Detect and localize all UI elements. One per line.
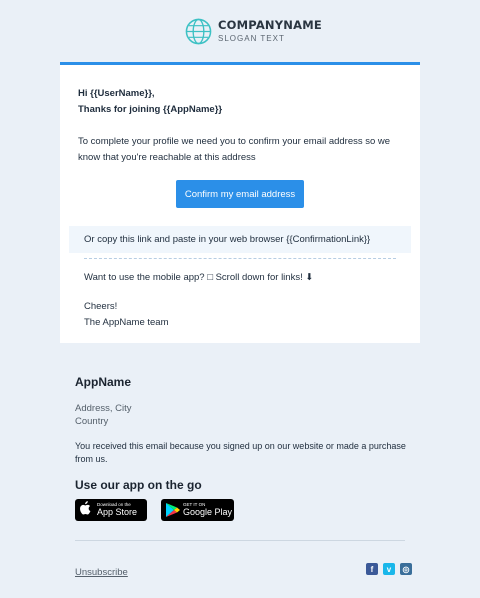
app-heading: Use our app on the go: [75, 478, 202, 492]
cheers-text: Cheers!: [84, 301, 118, 312]
globe-icon: [185, 18, 212, 45]
google-play-small-text: GET IT ON: [183, 502, 206, 508]
instagram-icon[interactable]: ◎: [400, 563, 412, 575]
unsubscribe-link[interactable]: Unsubscribe: [75, 567, 128, 578]
email-card: [60, 62, 420, 343]
greeting-line2: Thanks for joining {{AppName}}: [78, 104, 223, 115]
company-logo[interactable]: [185, 18, 322, 45]
greeting-line1: Hi {{UserName}},: [78, 88, 155, 99]
copy-link-box: [69, 226, 411, 253]
footer-app-name: AppName: [75, 375, 132, 389]
app-store-badge[interactable]: [75, 499, 147, 521]
mobile-app-text: Want to use the mobile app? □ Scroll down for links! ⬇: [84, 272, 314, 283]
sign-off: [84, 299, 169, 331]
google-play-badge[interactable]: [161, 499, 234, 521]
received-notice: You received this email because you signed up on our website or made a purchase from us.: [75, 441, 406, 464]
footer-address: [75, 402, 132, 428]
facebook-icon[interactable]: f: [366, 563, 378, 575]
copy-link-text: Or copy this link and paste in your web browser {{ConfirmationLink}}: [84, 234, 371, 245]
signature-text: The AppName team: [84, 317, 169, 328]
address-line2: Country: [75, 416, 109, 427]
apple-icon: [75, 499, 97, 521]
address-line1: Address, City: [75, 403, 132, 414]
app-store-label: App Store: [97, 506, 138, 517]
greeting: [78, 86, 222, 118]
vimeo-icon[interactable]: v: [383, 563, 395, 575]
google-play-icon: [161, 499, 183, 521]
email-header: [0, 0, 480, 62]
confirm-email-button[interactable]: Confirm my email address: [176, 180, 304, 208]
google-play-label: Google Play: [183, 506, 233, 517]
app-store-small-text: Download on the: [97, 502, 131, 508]
intro-text: To complete your profile we need you to confirm your email address so we know that you're reachable at this address: [78, 136, 391, 163]
dashed-divider: [84, 258, 396, 259]
slogan: SLOGAN TEXT: [218, 33, 285, 43]
footer-divider: [75, 540, 405, 541]
company-name: COMPANYNAME: [218, 18, 322, 33]
